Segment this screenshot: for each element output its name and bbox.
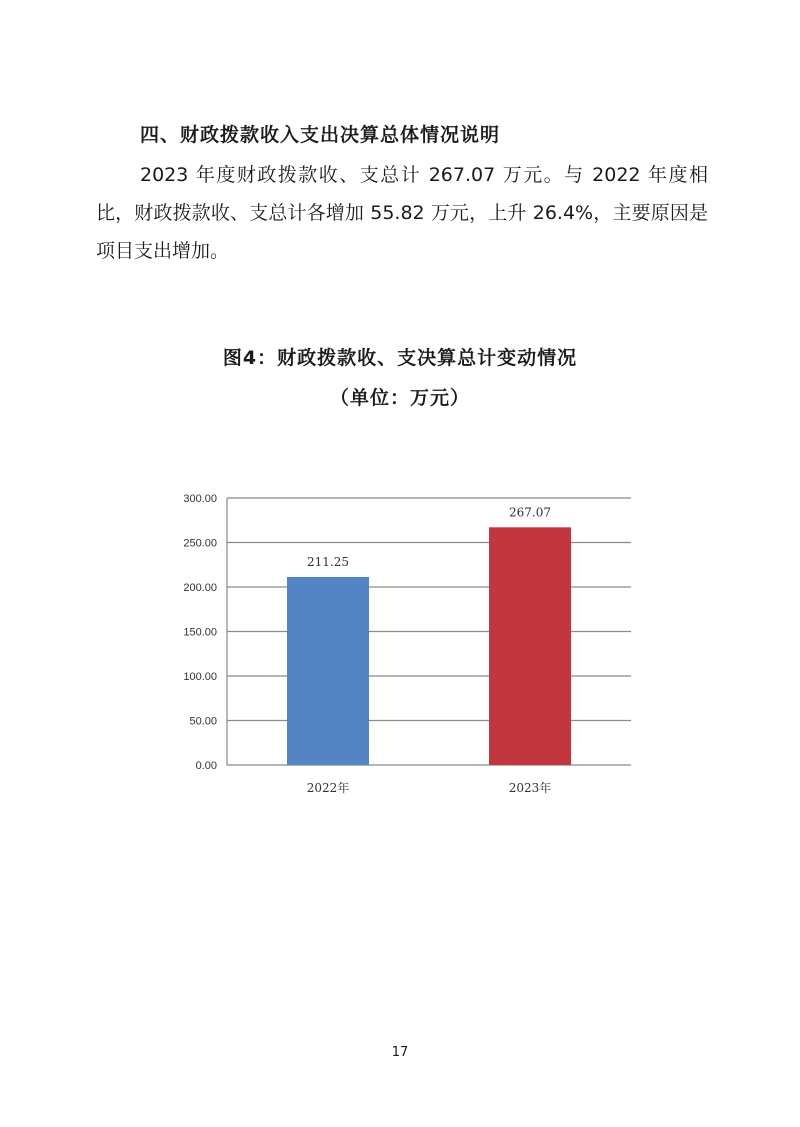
bar-2022年: [287, 577, 369, 765]
data-label: 267.07: [509, 505, 551, 520]
y-tick-label: 250.00: [183, 537, 217, 550]
page-number: 17: [391, 1045, 409, 1060]
section-heading: 四、财政拨款收入支出决算总体情况说明: [140, 124, 501, 146]
y-tick-label: 50.00: [189, 715, 217, 728]
y-tick-label: 200.00: [183, 582, 217, 594]
summary-paragraph: 2023 年度财政拨款收、支总计 267.07 万元。与 2022 年度相比，财政拨款收、支总计各增加 55.82 万元，上升 26.4%，主要原因是项目支出增加。: [96, 164, 708, 262]
y-tick-label: 0.00: [195, 760, 217, 772]
body-paragraph: [96, 156, 708, 270]
bar-2023年: [489, 527, 571, 765]
x-category-label: 2022年: [306, 781, 350, 795]
x-category-label: 2023年: [508, 781, 552, 795]
y-tick-label: 300.00: [183, 493, 217, 505]
figure-title: 图4：财政拨款收、支决算总计变动情况: [222, 347, 578, 369]
data-label: 211.25: [307, 554, 349, 569]
y-tick-label: 150.00: [183, 626, 217, 639]
figure-unit-subtitle: （单位：万元）: [329, 387, 470, 409]
bar-chart: [170, 485, 650, 805]
y-tick-label: 100.00: [183, 671, 217, 683]
